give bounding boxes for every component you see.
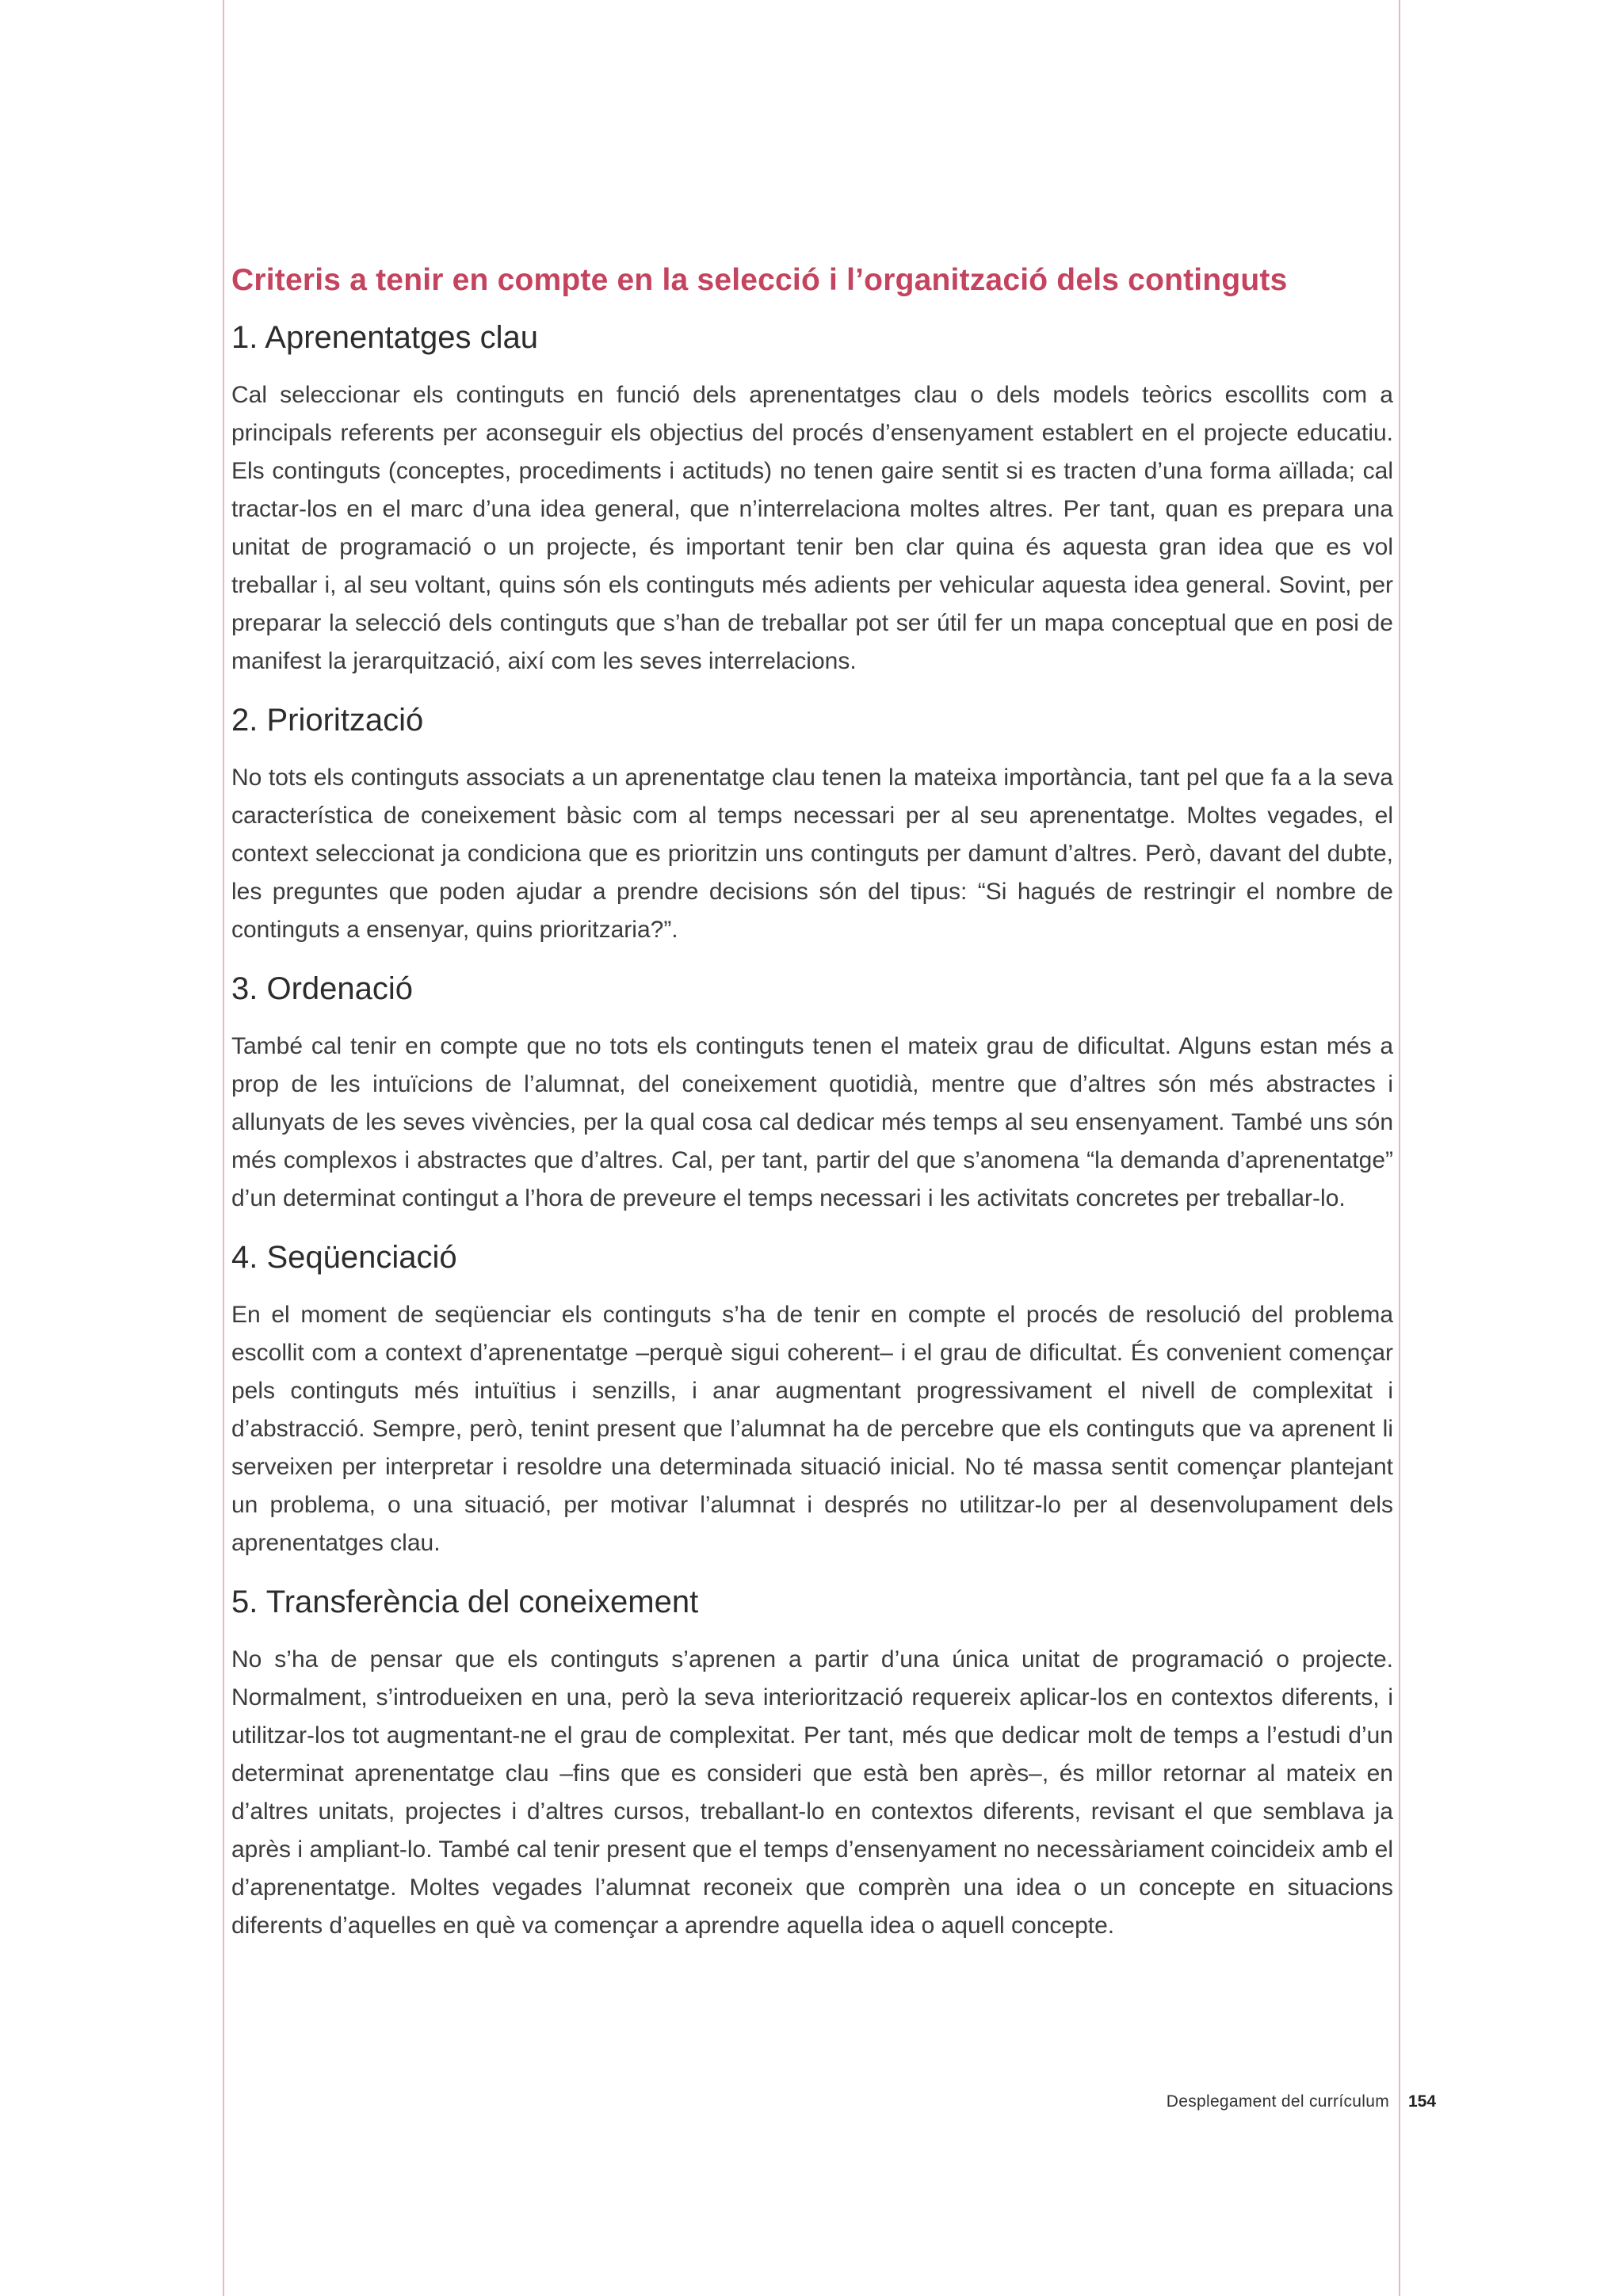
section-heading: 5. Transferència del coneixement xyxy=(231,1585,699,1619)
section-ordenacio xyxy=(231,971,1393,1218)
section-paragraph: També cal tenir en compte que no tots els continguts tenen el mateix grau de dificultat. Alguns estan més a prop de les intuïcions de l’alumnat, del coneixement quotidià, mentre que d’altres són més abstractes i allunyats de les seves vivències, per la qual cosa cal dedicar més temps al seu ensenyament. També uns són més complexos i abstractes que d’altres. Cal, per tant, partir del que s’anomena “la demanda d’aprenentatge” d’un determinat contingut a l’hora de preveure el temps necessari i les activitats concretes per treballar-lo. xyxy=(231,1033,1393,1211)
page-content xyxy=(231,263,1393,1967)
footer-label: Desplegament del currículum xyxy=(1166,2092,1389,2111)
section-prioritzacio xyxy=(231,703,1393,949)
right-margin-rule xyxy=(1399,0,1400,2296)
page-footer xyxy=(792,2088,1437,2119)
section-paragraph: No tots els continguts associats a un aprenentatge clau tenen la mateixa importància, tant pel que fa a la seva característica de coneixement bàsic com al temps necessari per al seu aprenentatge. Moltes vegades, el context seleccionat ja condiciona que es prioritzin uns continguts per damunt d’altres. Però, davant del dubte, les preguntes que poden ajudar a prendre decisions són del tipus: “Si hagués de restringir el nombre de continguts a ensenyar, quins prioritzaria?”. xyxy=(231,765,1393,943)
section-heading: 2. Priorització xyxy=(231,703,424,738)
section-paragraph: En el moment de seqüenciar els continguts s’ha de tenir en compte el procés de resolució del problema escollit com a context d’aprenentatge –perquè sigui coherent– i el grau de dificultat. És convenient començar pels continguts més intuïtius i senzills, i anar augmentant progressivament el nivell de complexitat i d’abstracció. Sempre, però, tenint present que l’alumnat ha de percebre que els continguts que va aprenent li serveixen per interpretar i resoldre una determinada situació inicial. No té massa sentit començar plantejant un problema, o una situació, per motivar l’alumnat i després no utilitzar-lo per al desenvolupament dels aprenentatges clau. xyxy=(231,1302,1393,1556)
section-heading: 1. Aprenentatges clau xyxy=(231,320,538,355)
section-transferencia xyxy=(231,1585,1393,1945)
section-paragraph: No s’ha de pensar que els continguts s’aprenen a partir d’una única unitat de programació o projecte. Normalment, s’introdueixen en una, però la seva interiorització requereix aplicar-los en contextos diferents, i utilitzar-los tot augmentant-ne el grau de complexitat. Per tant, més que dedicar molt de temps a l’estudi d’un determinat aprenentatge clau –fins que es consideri que està ben après–, és millor retornar al mateix en d’altres unitats, projectes i d’altres cursos, treballant-lo en contextos diferents, revisant el que semblava ja après i ampliant-lo. També cal tenir present que el temps d’ensenyament no necessàriament coincideix amb el d’aprenentatge. Moltes vegades l’alumnat reconeix que comprèn una idea o un concepte en situacions diferents d’aquelles en què va començar a aprendre aquella idea o aquell concepte. xyxy=(231,1646,1393,1939)
section-aprenentatges-clau xyxy=(231,320,1393,681)
section-heading: 3. Ordenació xyxy=(231,971,414,1006)
section-paragraph: Cal seleccionar els continguts en funció dels aprenentatges clau o dels models teòrics escollits com a principals referents per aconseguir els objectius del procés d’ensenyament establert en el projecte educatiu. Els continguts (conceptes, procediments i actituds) no tenen gaire sentit si es tracten d’una forma aïllada; cal tractar-los en el marc d’una idea general, que n’interrelaciona moltes altres. Per tant, quan es prepara una unitat de programació o un projecte, és important tenir ben clar quina és aquesta gran idea que es vol treballar i, al seu voltant, quins són els continguts més adients per vehicular aquesta idea general. Sovint, per preparar la selecció dels continguts que s’han de treballar pot ser útil fer un mapa conceptual que en posi de manifest la jerarquització, així com les seves interrelacions. xyxy=(231,382,1393,674)
page-number: 154 xyxy=(1408,2092,1437,2111)
section-sequenciacio xyxy=(231,1240,1393,1562)
page-title: Criteris a tenir en compte en la selecció i l’organització dels continguts xyxy=(231,263,1288,297)
left-margin-rule xyxy=(223,0,224,2296)
section-heading: 4. Seqüenciació xyxy=(231,1240,457,1275)
